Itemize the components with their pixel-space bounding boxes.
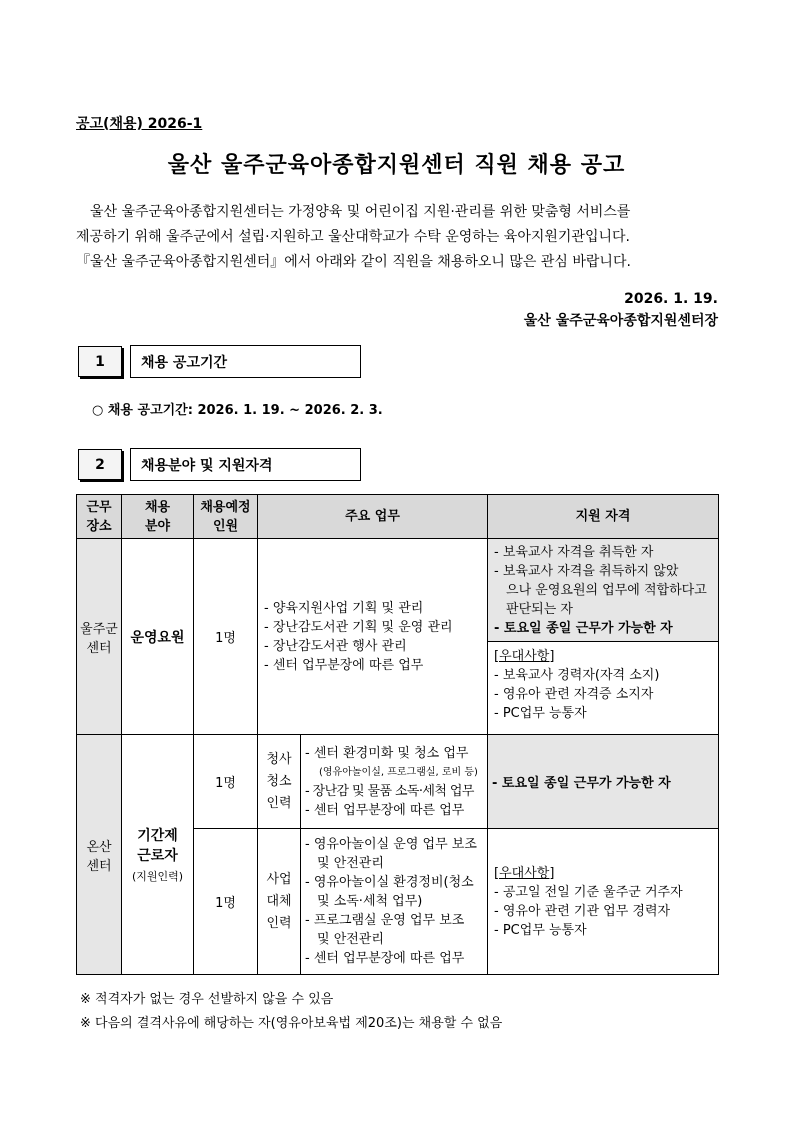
table-row: [77, 735, 719, 829]
section-title: 채용 공고기간: [130, 345, 361, 378]
cell-headcount: 1명: [194, 735, 258, 829]
list-item: - PC업무 능통자: [494, 922, 587, 938]
field-subtitle: (지원인력): [131, 869, 184, 883]
list-item: - 센터 업무분장에 따른 업무: [305, 951, 465, 966]
list-item: - 센터 업무분장에 따른 업무: [264, 657, 424, 673]
header-headcount: 채용예정 인원: [194, 495, 258, 539]
recruitment-table: [76, 494, 719, 975]
list-item: - 장난감도서관 기획 및 운영 관리: [264, 619, 453, 635]
list-item: - 프로그램실 운영 업무 보조: [305, 913, 465, 928]
page-title: 울산 울주군육아종합지원센터 직원 채용 공고: [167, 153, 626, 178]
header-field: 채용 분야: [122, 495, 194, 539]
list-item: - 장난감도서관 행사 관리: [264, 638, 407, 654]
section-title: 채용분야 및 지원자격: [130, 448, 361, 481]
cell-duties: [258, 539, 488, 735]
cell-field: 운영요원: [122, 539, 194, 735]
list-item: - 영유아놀이실 환경정비(청소: [305, 875, 474, 890]
preference-title: [우대사항]: [494, 865, 555, 881]
list-item: - 센터 환경미화 및 청소 업무: [305, 745, 469, 761]
header-location: 근무 장소: [77, 495, 122, 539]
cell-subtype: 청사 청소 인력: [258, 735, 301, 829]
notice-number: 공고(채용) 2026-1: [76, 116, 203, 132]
preference-title: [우대사항]: [494, 649, 555, 664]
preferred-qualifications: [488, 642, 718, 725]
list-item: - 보육교사 자격을 취득한 자: [494, 545, 654, 560]
list-item: 및 안전관리: [317, 856, 384, 871]
header-duties: 주요 업무: [258, 495, 488, 539]
cell-headcount: 1명: [194, 829, 258, 975]
cell-qualifications: [488, 539, 719, 735]
cell-subtype: 사업 대체 인력: [258, 829, 301, 975]
list-item: - 영유아 관련 자격증 소지자: [494, 687, 654, 702]
list-item: - 토요일 종일 근무가 가능한 자: [494, 621, 673, 636]
list-item: - 영유아놀이실 운영 업무 보조: [305, 837, 477, 852]
cell-location: 온산 센터: [77, 735, 122, 975]
cell-qualifications: [488, 829, 719, 975]
recruitment-period: ○ 채용 공고기간: 2026. 1. 19. ~ 2026. 2. 3.: [92, 403, 383, 418]
issuer: 울산 울주군육아종합지원센터장: [523, 313, 718, 329]
section-number: 1: [78, 346, 122, 377]
table-header-row: [77, 495, 719, 539]
list-item: - 영유아 관련 기관 업무 경력자: [494, 903, 671, 919]
intro-line: 『울산 울주군육아종합지원센터』에서 아래와 같이 직원을 채용하오니 많은 관심 바랍니다.: [76, 254, 631, 270]
issue-block: [524, 288, 718, 332]
list-item: - 공고일 전일 기준 울주군 거주자: [494, 884, 683, 900]
section-number: 2: [78, 449, 122, 480]
list-item: 으나 운영요원의 업무에 적합하다고: [506, 583, 707, 598]
list-item: (영유아놀이실, 프로그램실, 로비 등): [319, 766, 478, 778]
intro-line: 울산 울주군육아종합지원센터는 가정양육 및 어린이집 지원·관리를 위한 맞춤형 서비스를: [90, 204, 631, 220]
list-item: 및 소독·세척 업무): [317, 894, 423, 909]
cell-qualifications: - 토요일 종일 근무가 가능한 자: [488, 735, 719, 829]
list-item: - 보육교사 경력자(자격 소지): [494, 668, 660, 683]
intro-paragraph: [76, 200, 718, 275]
cell-location: 울주군 센터: [77, 539, 122, 735]
required-qualifications: [488, 539, 718, 642]
list-item: - 보육교사 자격을 취득하지 않았: [494, 564, 679, 579]
cell-headcount: 1명: [194, 539, 258, 735]
note: ※ 다음의 결격사유에 해당하는 자(영유아보육법 제20조)는 채용할 수 없음: [80, 1016, 503, 1031]
list-item: - 양육지원사업 기획 및 관리: [264, 600, 424, 616]
issue-date: 2026. 1. 19.: [624, 291, 718, 307]
cell-field: 기간제 근로자 (지원인력): [122, 735, 194, 975]
intro-line: 제공하기 위해 울주군에서 설립·지원하고 울산대학교가 수탁 운영하는 육아지원기관입니다.: [76, 229, 630, 245]
note: ※ 적격자가 없는 경우 선발하지 않을 수 있음: [80, 992, 334, 1007]
list-item: 및 안전관리: [317, 932, 384, 947]
cell-duties: [301, 735, 488, 829]
list-item: 판단되는 자: [506, 602, 573, 617]
list-item: - 센터 업무분장에 따른 업무: [305, 802, 465, 818]
cell-duties: [301, 829, 488, 975]
list-item: - PC업무 능통자: [494, 706, 587, 721]
table-row: [77, 539, 719, 735]
header-qualifications: 지원 자격: [488, 495, 719, 539]
list-item: - 장난감 및 물품 소독·세척 업무: [305, 783, 474, 799]
